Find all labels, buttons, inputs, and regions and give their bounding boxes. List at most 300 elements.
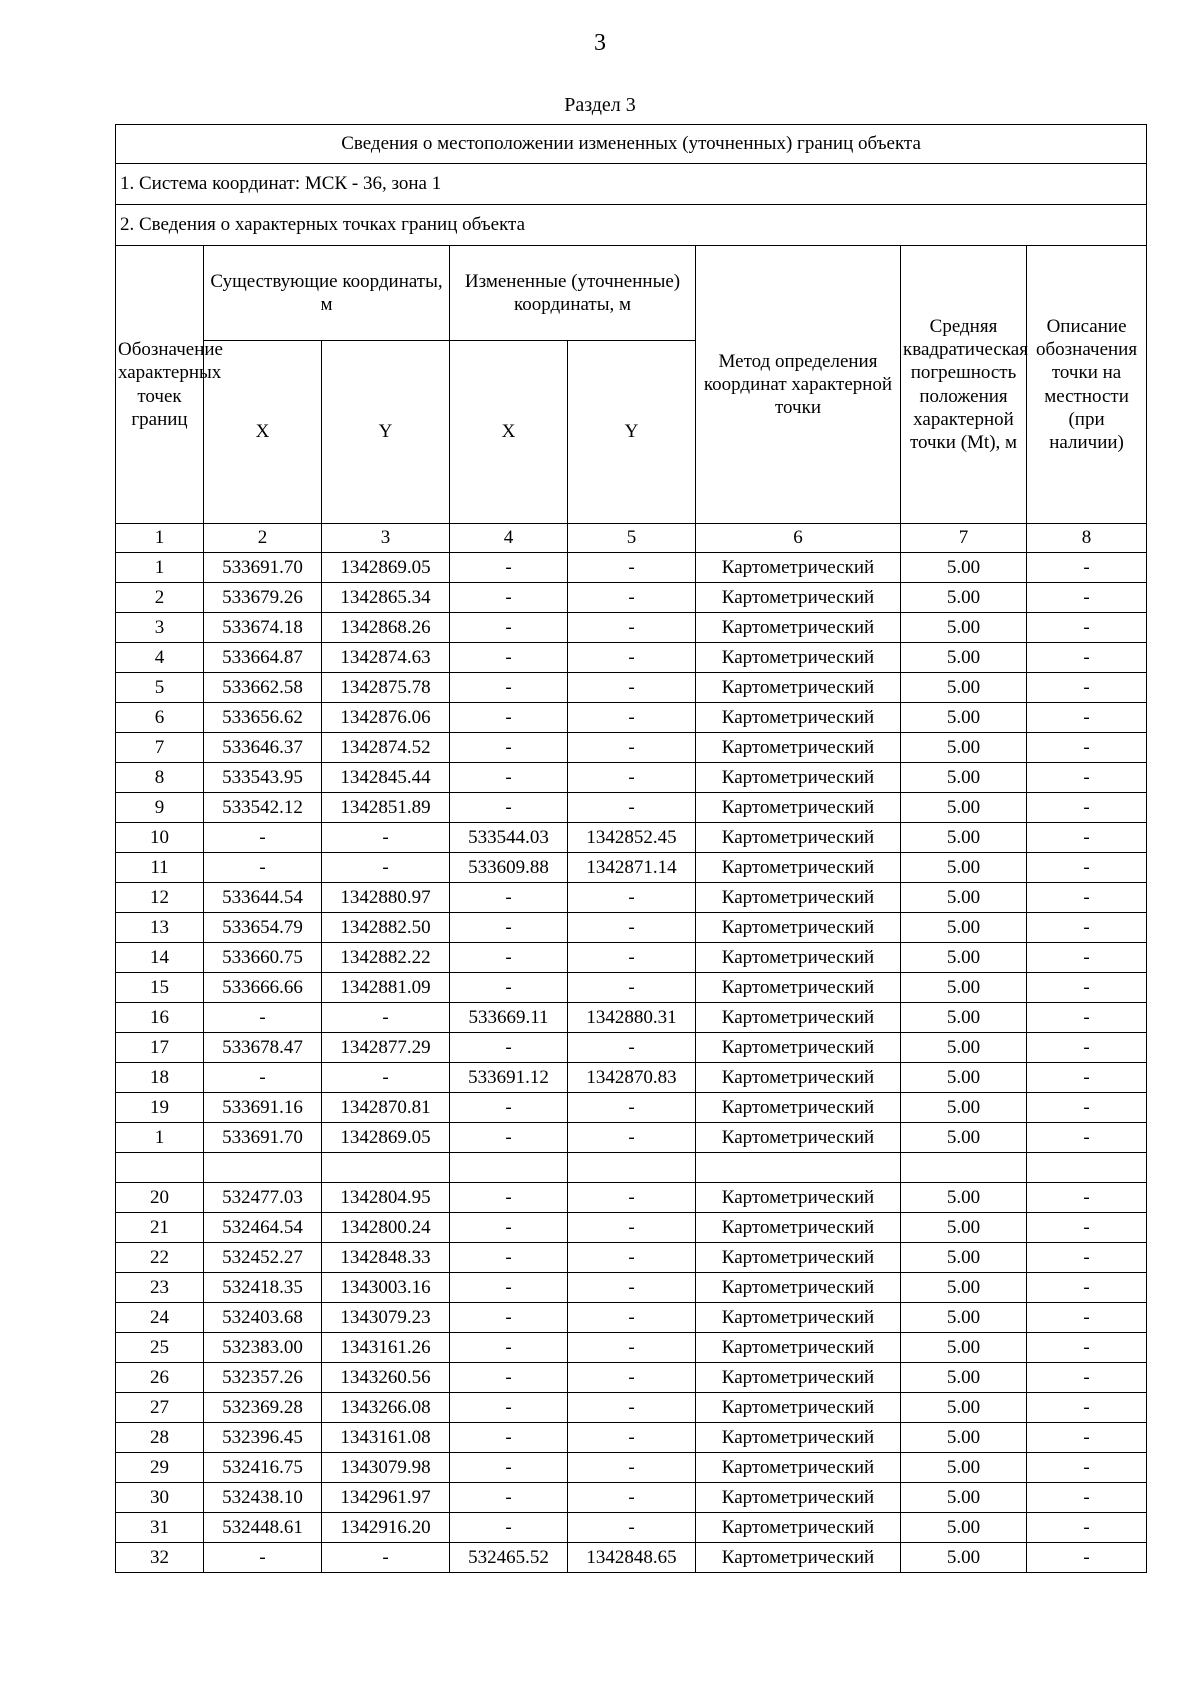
- existing-x-cell: 532396.45: [204, 1423, 322, 1453]
- table-row: [116, 1153, 1147, 1183]
- point-id-cell: 7: [116, 733, 204, 763]
- error-cell: 5.00: [901, 1543, 1027, 1573]
- point-id-cell: 15: [116, 973, 204, 1003]
- method-cell: Картометрический: [696, 1423, 901, 1453]
- existing-y-cell: 1342876.06: [322, 703, 450, 733]
- point-id-cell: 32: [116, 1543, 204, 1573]
- description-cell: -: [1027, 613, 1147, 643]
- existing-y-cell: 1342916.20: [322, 1513, 450, 1543]
- method-cell: [696, 1153, 901, 1183]
- changed-x-cell: -: [450, 1303, 568, 1333]
- existing-y-cell: 1342874.52: [322, 733, 450, 763]
- method-cell: Картометрический: [696, 553, 901, 583]
- table-row: [116, 1513, 1147, 1543]
- method-cell: Картометрический: [696, 1033, 901, 1063]
- changed-y-cell: 1342848.65: [568, 1543, 696, 1573]
- existing-y-cell: 1342881.09: [322, 973, 450, 1003]
- method-cell: Картометрический: [696, 673, 901, 703]
- page-number: 3: [594, 30, 606, 56]
- table-row: [116, 853, 1147, 883]
- method-cell: Картометрический: [696, 583, 901, 613]
- header-changed-coords: Измененные (уточненные) координаты, м: [450, 246, 696, 341]
- changed-y-cell: -: [568, 1513, 696, 1543]
- changed-y-cell: -: [568, 1243, 696, 1273]
- header-changed-y: Y: [568, 341, 696, 524]
- existing-x-cell: 532452.27: [204, 1243, 322, 1273]
- error-cell: 5.00: [901, 673, 1027, 703]
- changed-y-cell: -: [568, 703, 696, 733]
- table-row: [116, 583, 1147, 613]
- existing-x-cell: 533542.12: [204, 793, 322, 823]
- existing-x-cell: 533691.16: [204, 1093, 322, 1123]
- description-cell: -: [1027, 1393, 1147, 1423]
- error-cell: 5.00: [901, 1273, 1027, 1303]
- description-cell: -: [1027, 1513, 1147, 1543]
- error-cell: 5.00: [901, 553, 1027, 583]
- point-id-cell: 28: [116, 1423, 204, 1453]
- table-row: [116, 613, 1147, 643]
- existing-y-cell: 1342874.63: [322, 643, 450, 673]
- changed-x-cell: -: [450, 1483, 568, 1513]
- existing-x-cell: 532403.68: [204, 1303, 322, 1333]
- changed-y-cell: -: [568, 1183, 696, 1213]
- error-cell: 5.00: [901, 1303, 1027, 1333]
- method-cell: Картометрический: [696, 1093, 901, 1123]
- description-cell: -: [1027, 913, 1147, 943]
- existing-x-cell: 533674.18: [204, 613, 322, 643]
- error-cell: [901, 1153, 1027, 1183]
- method-cell: Картометрический: [696, 1333, 901, 1363]
- existing-y-cell: 1342800.24: [322, 1213, 450, 1243]
- existing-x-cell: -: [204, 1003, 322, 1033]
- description-cell: -: [1027, 1123, 1147, 1153]
- method-cell: Картометрический: [696, 1453, 901, 1483]
- method-cell: Картометрический: [696, 1363, 901, 1393]
- method-cell: Картометрический: [696, 1543, 901, 1573]
- table-row: [116, 1033, 1147, 1063]
- table-row: [116, 973, 1147, 1003]
- changed-x-cell: -: [450, 1123, 568, 1153]
- table-row: [116, 733, 1147, 763]
- existing-y-cell: 1342851.89: [322, 793, 450, 823]
- column-number: 5: [568, 524, 696, 553]
- changed-x-cell: 533669.11: [450, 1003, 568, 1033]
- point-id-cell: 19: [116, 1093, 204, 1123]
- point-id-cell: 1: [116, 1123, 204, 1153]
- point-id-cell: 13: [116, 913, 204, 943]
- boundary-points-table: [115, 124, 1147, 1573]
- existing-x-cell: 533691.70: [204, 1123, 322, 1153]
- description-cell: -: [1027, 1453, 1147, 1483]
- method-cell: Картометрический: [696, 763, 901, 793]
- existing-y-cell: 1342961.97: [322, 1483, 450, 1513]
- changed-y-cell: -: [568, 1453, 696, 1483]
- description-cell: -: [1027, 973, 1147, 1003]
- changed-y-cell: -: [568, 883, 696, 913]
- table-row: [116, 1333, 1147, 1363]
- changed-x-cell: -: [450, 793, 568, 823]
- changed-y-cell: -: [568, 1363, 696, 1393]
- description-cell: -: [1027, 1543, 1147, 1573]
- table-row: [116, 643, 1147, 673]
- table-row: [116, 943, 1147, 973]
- description-cell: -: [1027, 1483, 1147, 1513]
- changed-x-cell: -: [450, 643, 568, 673]
- existing-y-cell: 1342877.29: [322, 1033, 450, 1063]
- column-number: 2: [204, 524, 322, 553]
- coordinate-system: 1. Система координат: МСК - 36, зона 1: [116, 164, 1147, 205]
- error-cell: 5.00: [901, 943, 1027, 973]
- changed-y-cell: -: [568, 553, 696, 583]
- point-id-cell: 16: [116, 1003, 204, 1033]
- error-cell: 5.00: [901, 763, 1027, 793]
- table-row: [116, 793, 1147, 823]
- changed-x-cell: -: [450, 1423, 568, 1453]
- changed-y-cell: -: [568, 1333, 696, 1363]
- changed-y-cell: 1342852.45: [568, 823, 696, 853]
- existing-x-cell: 532448.61: [204, 1513, 322, 1543]
- changed-y-cell: -: [568, 1393, 696, 1423]
- changed-x-cell: -: [450, 943, 568, 973]
- error-cell: 5.00: [901, 1063, 1027, 1093]
- changed-x-cell: 533544.03: [450, 823, 568, 853]
- method-cell: Картометрический: [696, 793, 901, 823]
- changed-x-cell: -: [450, 583, 568, 613]
- existing-x-cell: 532383.00: [204, 1333, 322, 1363]
- method-cell: Картометрический: [696, 613, 901, 643]
- header-designation: Обозначение характерных точек границ: [116, 246, 204, 524]
- existing-x-cell: 533691.70: [204, 553, 322, 583]
- changed-x-cell: 532465.52: [450, 1543, 568, 1573]
- existing-x-cell: 533644.54: [204, 883, 322, 913]
- point-id-cell: 17: [116, 1033, 204, 1063]
- error-cell: 5.00: [901, 1033, 1027, 1063]
- point-id-cell: 27: [116, 1393, 204, 1423]
- column-numbers-row: [116, 524, 1147, 553]
- changed-x-cell: -: [450, 913, 568, 943]
- table-row: [116, 1393, 1147, 1423]
- point-id-cell: 23: [116, 1273, 204, 1303]
- error-cell: 5.00: [901, 1513, 1027, 1543]
- description-cell: -: [1027, 853, 1147, 883]
- description-cell: -: [1027, 1333, 1147, 1363]
- existing-x-cell: 532464.54: [204, 1213, 322, 1243]
- error-cell: 5.00: [901, 1363, 1027, 1393]
- error-cell: 5.00: [901, 1243, 1027, 1273]
- point-id-cell: 4: [116, 643, 204, 673]
- existing-y-cell: 1343161.08: [322, 1423, 450, 1453]
- method-cell: Картометрический: [696, 733, 901, 763]
- existing-x-cell: 533656.62: [204, 703, 322, 733]
- changed-y-cell: -: [568, 733, 696, 763]
- changed-x-cell: -: [450, 733, 568, 763]
- changed-x-cell: -: [450, 1513, 568, 1543]
- existing-y-cell: 1343003.16: [322, 1273, 450, 1303]
- header-method: Метод определения координат характерной точки: [696, 246, 901, 524]
- error-cell: 5.00: [901, 1483, 1027, 1513]
- table-row: [116, 1183, 1147, 1213]
- error-cell: 5.00: [901, 913, 1027, 943]
- description-cell: -: [1027, 1273, 1147, 1303]
- error-cell: 5.00: [901, 793, 1027, 823]
- method-cell: Картометрический: [696, 1063, 901, 1093]
- description-cell: -: [1027, 733, 1147, 763]
- table-row: [116, 883, 1147, 913]
- point-id-cell: 30: [116, 1483, 204, 1513]
- error-cell: 5.00: [901, 1333, 1027, 1363]
- column-number: 7: [901, 524, 1027, 553]
- method-cell: Картометрический: [696, 973, 901, 1003]
- existing-y-cell: 1342804.95: [322, 1183, 450, 1213]
- description-cell: -: [1027, 763, 1147, 793]
- description-cell: -: [1027, 1063, 1147, 1093]
- point-id-cell: 6: [116, 703, 204, 733]
- existing-y-cell: 1343260.56: [322, 1363, 450, 1393]
- error-cell: 5.00: [901, 703, 1027, 733]
- existing-y-cell: 1343266.08: [322, 1393, 450, 1423]
- existing-x-cell: 532357.26: [204, 1363, 322, 1393]
- method-cell: Картометрический: [696, 943, 901, 973]
- existing-x-cell: -: [204, 853, 322, 883]
- existing-x-cell: 533660.75: [204, 943, 322, 973]
- description-cell: -: [1027, 673, 1147, 703]
- existing-x-cell: 533666.66: [204, 973, 322, 1003]
- column-number: 8: [1027, 524, 1147, 553]
- changed-y-cell: -: [568, 643, 696, 673]
- existing-y-cell: -: [322, 853, 450, 883]
- point-id-cell: 12: [116, 883, 204, 913]
- existing-y-cell: 1342845.44: [322, 763, 450, 793]
- changed-y-cell: -: [568, 763, 696, 793]
- existing-y-cell: 1342869.05: [322, 553, 450, 583]
- changed-y-cell: -: [568, 1273, 696, 1303]
- error-cell: 5.00: [901, 1093, 1027, 1123]
- changed-x-cell: -: [450, 553, 568, 583]
- point-id-cell: 2: [116, 583, 204, 613]
- method-cell: Картометрический: [696, 1483, 901, 1513]
- table-title: Сведения о местоположении измененных (уточненных) границ объекта: [116, 125, 1147, 164]
- table-row: [116, 1273, 1147, 1303]
- changed-y-cell: 1342880.31: [568, 1003, 696, 1033]
- changed-x-cell: -: [450, 1363, 568, 1393]
- point-id-cell: 1: [116, 553, 204, 583]
- table-row: [116, 1363, 1147, 1393]
- point-id-cell: 24: [116, 1303, 204, 1333]
- changed-x-cell: -: [450, 673, 568, 703]
- description-cell: -: [1027, 1243, 1147, 1273]
- changed-y-cell: [568, 1153, 696, 1183]
- column-number: 4: [450, 524, 568, 553]
- error-cell: 5.00: [901, 1393, 1027, 1423]
- changed-x-cell: [450, 1153, 568, 1183]
- column-number: 3: [322, 524, 450, 553]
- error-cell: 5.00: [901, 643, 1027, 673]
- method-cell: Картометрический: [696, 913, 901, 943]
- point-id-cell: 18: [116, 1063, 204, 1093]
- error-cell: 5.00: [901, 583, 1027, 613]
- method-cell: Картометрический: [696, 1183, 901, 1213]
- changed-x-cell: -: [450, 613, 568, 643]
- changed-y-cell: 1342870.83: [568, 1063, 696, 1093]
- error-cell: 5.00: [901, 883, 1027, 913]
- point-id-cell: 9: [116, 793, 204, 823]
- changed-y-cell: -: [568, 673, 696, 703]
- changed-x-cell: -: [450, 1213, 568, 1243]
- section-label: Раздел 3: [564, 94, 636, 116]
- description-cell: -: [1027, 793, 1147, 823]
- changed-x-cell: -: [450, 1453, 568, 1483]
- header-existing-coords: Существующие координаты, м: [204, 246, 450, 341]
- method-cell: Картометрический: [696, 1303, 901, 1333]
- existing-y-cell: 1342868.26: [322, 613, 450, 643]
- existing-y-cell: -: [322, 823, 450, 853]
- changed-x-cell: -: [450, 1033, 568, 1063]
- changed-x-cell: -: [450, 973, 568, 1003]
- changed-x-cell: -: [450, 703, 568, 733]
- error-cell: 5.00: [901, 823, 1027, 853]
- changed-y-cell: -: [568, 973, 696, 1003]
- table-row: [116, 763, 1147, 793]
- description-cell: -: [1027, 553, 1147, 583]
- table-row: [116, 1213, 1147, 1243]
- existing-x-cell: 533664.87: [204, 643, 322, 673]
- point-id-cell: 10: [116, 823, 204, 853]
- existing-x-cell: 533543.95: [204, 763, 322, 793]
- description-cell: -: [1027, 1303, 1147, 1333]
- description-cell: -: [1027, 1423, 1147, 1453]
- point-id-cell: 31: [116, 1513, 204, 1543]
- description-cell: -: [1027, 703, 1147, 733]
- description-cell: -: [1027, 943, 1147, 973]
- description-cell: [1027, 1153, 1147, 1183]
- error-cell: 5.00: [901, 1183, 1027, 1213]
- table-row: [116, 1453, 1147, 1483]
- method-cell: Картометрический: [696, 1213, 901, 1243]
- existing-y-cell: 1342875.78: [322, 673, 450, 703]
- method-cell: Картометрический: [696, 883, 901, 913]
- column-number: 6: [696, 524, 901, 553]
- existing-x-cell: 533654.79: [204, 913, 322, 943]
- existing-x-cell: -: [204, 1543, 322, 1573]
- table-row: [116, 1423, 1147, 1453]
- table-row: [116, 703, 1147, 733]
- header-error: Средняя квадратическая погрешность положения характерной точки (Mt), м: [901, 246, 1027, 524]
- method-cell: Картометрический: [696, 1393, 901, 1423]
- existing-y-cell: -: [322, 1003, 450, 1033]
- header-description: Описание обозначения точки на местности (при наличии): [1027, 246, 1147, 524]
- method-cell: Картометрический: [696, 853, 901, 883]
- changed-y-cell: -: [568, 913, 696, 943]
- changed-y-cell: 1342871.14: [568, 853, 696, 883]
- description-cell: -: [1027, 643, 1147, 673]
- changed-y-cell: -: [568, 1093, 696, 1123]
- description-cell: -: [1027, 1093, 1147, 1123]
- changed-x-cell: 533609.88: [450, 853, 568, 883]
- changed-y-cell: -: [568, 943, 696, 973]
- changed-x-cell: -: [450, 1273, 568, 1303]
- table-row: [116, 1243, 1147, 1273]
- existing-x-cell: -: [204, 1063, 322, 1093]
- table-row: [116, 1543, 1147, 1573]
- changed-y-cell: -: [568, 1423, 696, 1453]
- existing-y-cell: 1342880.97: [322, 883, 450, 913]
- point-id-cell: [116, 1153, 204, 1183]
- method-cell: Картометрический: [696, 1003, 901, 1033]
- changed-x-cell: -: [450, 1093, 568, 1123]
- method-cell: Картометрический: [696, 1513, 901, 1543]
- method-cell: Картометрический: [696, 1243, 901, 1273]
- point-id-cell: 25: [116, 1333, 204, 1363]
- table-row: [116, 1303, 1147, 1333]
- description-cell: -: [1027, 1003, 1147, 1033]
- header-existing-x: X: [204, 341, 322, 524]
- point-id-cell: 8: [116, 763, 204, 793]
- table-row: [116, 913, 1147, 943]
- existing-x-cell: 532369.28: [204, 1393, 322, 1423]
- existing-x-cell: [204, 1153, 322, 1183]
- error-cell: 5.00: [901, 853, 1027, 883]
- existing-x-cell: 533678.47: [204, 1033, 322, 1063]
- method-cell: Картометрический: [696, 823, 901, 853]
- table-row: [116, 823, 1147, 853]
- point-id-cell: 22: [116, 1243, 204, 1273]
- existing-x-cell: 532416.75: [204, 1453, 322, 1483]
- error-cell: 5.00: [901, 1453, 1027, 1483]
- existing-y-cell: 1343079.98: [322, 1453, 450, 1483]
- header-existing-y: Y: [322, 341, 450, 524]
- table-row: [116, 1483, 1147, 1513]
- points-heading: 2. Сведения о характерных точках границ объекта: [116, 205, 1147, 246]
- existing-y-cell: 1342882.50: [322, 913, 450, 943]
- error-cell: 5.00: [901, 1213, 1027, 1243]
- error-cell: 5.00: [901, 1003, 1027, 1033]
- existing-x-cell: 532438.10: [204, 1483, 322, 1513]
- changed-y-cell: -: [568, 1483, 696, 1513]
- point-id-cell: 14: [116, 943, 204, 973]
- description-cell: -: [1027, 883, 1147, 913]
- method-cell: Картометрический: [696, 643, 901, 673]
- changed-x-cell: -: [450, 763, 568, 793]
- description-cell: -: [1027, 1363, 1147, 1393]
- changed-y-cell: -: [568, 1123, 696, 1153]
- table-row: [116, 673, 1147, 703]
- changed-y-cell: -: [568, 1303, 696, 1333]
- changed-x-cell: -: [450, 1393, 568, 1423]
- existing-y-cell: 1342865.34: [322, 583, 450, 613]
- point-id-cell: 21: [116, 1213, 204, 1243]
- changed-x-cell: -: [450, 1243, 568, 1273]
- method-cell: Картометрический: [696, 703, 901, 733]
- point-id-cell: 26: [116, 1363, 204, 1393]
- changed-y-cell: -: [568, 583, 696, 613]
- description-cell: -: [1027, 1183, 1147, 1213]
- error-cell: 5.00: [901, 613, 1027, 643]
- method-cell: Картометрический: [696, 1123, 901, 1153]
- error-cell: 5.00: [901, 733, 1027, 763]
- changed-y-cell: -: [568, 1213, 696, 1243]
- existing-y-cell: 1342870.81: [322, 1093, 450, 1123]
- point-id-cell: 29: [116, 1453, 204, 1483]
- existing-y-cell: 1342869.05: [322, 1123, 450, 1153]
- table-row: [116, 1093, 1147, 1123]
- table-row: [116, 553, 1147, 583]
- changed-y-cell: -: [568, 1033, 696, 1063]
- existing-y-cell: -: [322, 1063, 450, 1093]
- changed-x-cell: -: [450, 883, 568, 913]
- existing-x-cell: 533646.37: [204, 733, 322, 763]
- error-cell: 5.00: [901, 1123, 1027, 1153]
- error-cell: 5.00: [901, 1423, 1027, 1453]
